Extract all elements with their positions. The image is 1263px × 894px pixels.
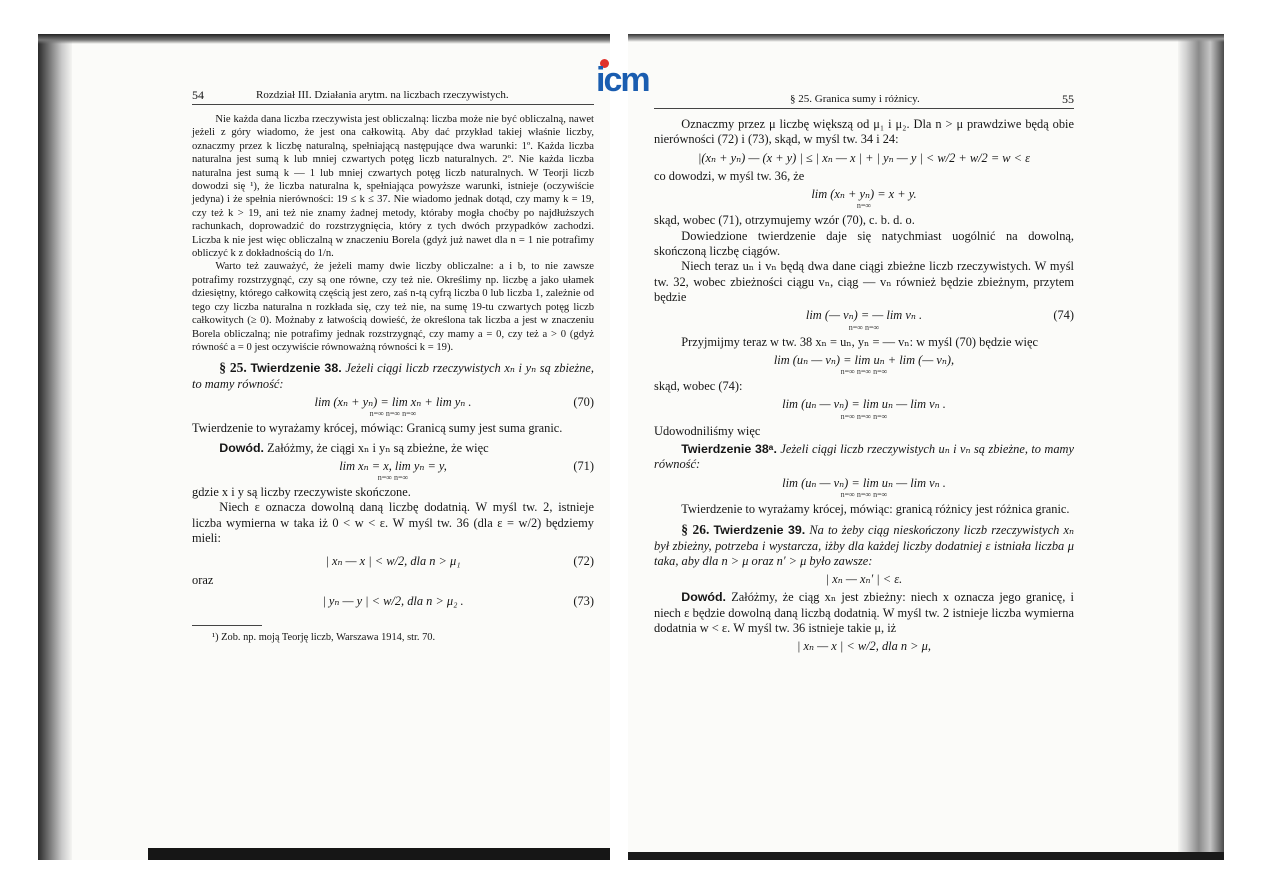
equation-70 (192, 395, 594, 418)
proof-text: Załóżmy, że ciągi xₙ i yₙ są zbieżne, że więc (267, 440, 489, 455)
theorem-38a-title: Twierdzenie 38ᵃ. (681, 442, 777, 457)
equation-73 (192, 594, 594, 609)
equation-72-tag: (72) (573, 554, 594, 569)
equation-71-limits: n=∞ n=∞ (377, 473, 409, 483)
inequality-chain-text: |(xₙ + yₙ) — (x + y) | ≤ | xₙ — x | + | yₙ — y | < w/2 + w/2 = w < ε (698, 150, 1030, 165)
right-proof-label: Dowód. (681, 590, 727, 605)
right-bottom-shadow (628, 852, 1224, 860)
theorem-38a-statement: Jeżeli ciągi liczb rzeczywistych uₙ i vₙ są zbieżne, to mamy równość: (654, 442, 1075, 472)
right-proof (654, 590, 1074, 636)
oraz-label: oraz (192, 572, 214, 587)
right-paragraph-6: Przyjmijmy teraz w tw. 38 xₙ = uₙ, yₙ = — vₙ: w myśl (70) będzie więc (681, 334, 1038, 349)
footnote-rule (192, 625, 262, 626)
equation-c-text: lim (uₙ — vₙ) = lim uₙ — lim vₙ . (782, 475, 946, 490)
book-gutter (610, 34, 628, 860)
equation-72-text: | xₙ — x | < w/2, dla n > μ₁ (325, 554, 461, 569)
right-paragraph-1: Oznaczmy przez μ liczbę większą od μ₁ i μ₂. Dla n > μ prawdziwe będą obie nierówności (72) i (73), skąd, w myśl tw. 34 i 24: (654, 117, 1074, 147)
equation-d-text: | xₙ — xₙ′ | < ε. (825, 572, 903, 587)
right-paragraph-5: Niech teraz uₙ i vₙ będą dwa dane ciągi zbieżne liczb rzeczywistych. W myśl tw. 32, wobec zbieżności ciągu vₙ, ciąg — vₙ również będzie zbieżnym, przytem będzie (654, 259, 1074, 304)
equation-74 (654, 308, 1074, 331)
left-paragraph-5: Niech ε oznacza dowolną daną liczbę dodatnią. W myśl tw. 2, istnieje liczba wymierna w taka iż 0 < w < ε. W myśl tw. 36 (dla ε = w/2) będziemy mieli: (192, 500, 594, 545)
equation-71-tag: (71) (573, 458, 594, 473)
equation-b (654, 397, 1074, 420)
inequality-chain (654, 151, 1074, 166)
left-proof (192, 441, 594, 456)
left-top-shadow (38, 34, 610, 44)
logo-text: icm (596, 61, 649, 99)
limit-equation-limits: n=∞ (856, 201, 872, 211)
section-26-number: § 26. (681, 522, 710, 538)
equation-71-text: lim xₙ = x, lim yₙ = y, (339, 458, 447, 473)
left-paragraph-1: Nie każda dana liczba rzeczywista jest obliczalną: liczba może nie być obliczalną, nawet jeżeli z góry wiadomo, że jest ona całkowitą. Aby dać przykład takiej właśnie liczby, oznaczmy przez k liczbę naturalną, spełniającą następujące dwa warunki: 1º. Każda liczba naturalna jest sumą k lub mniej czwartych potęg liczb naturalnych. 2º. Nie każda liczba naturalna jest sumą k — 1 lub mniej czwartych potęg liczb naturalnych. W Teorji liczb dowodzi się ¹), że liczba naturalna k, spełniająca powyższe warunki, istnieje (oczywiście jedyna) i że spełnia nierówności: 19 ≤ k ≤ 37. Nie wiadomo jednak dotąd, czy mamy k = 19, czy też k > 19, ani też nie znamy żadnej metody, któraby mogła choćby po najdłuższych rachunkach, doprowadzić do rozstrzygnięcia, który z tych dwóch przypadków zachodzi. Liczba k nie jest więc obliczalną w znaczeniu Borela (gdyż już nawet dla n = 1 nie potrafimy obliczyć k z dokładnością do 1/n. (192, 114, 594, 260)
right-running-head (654, 92, 1074, 109)
left-running-title: Rozdział III. Działania arytm. na liczbach rzeczywistych. (256, 89, 509, 101)
equation-74-text: lim (— vₙ) = — lim vₙ . (805, 308, 923, 323)
equation-a-text: lim (uₙ — vₙ) = lim uₙ + lim (— vₙ), (773, 352, 955, 367)
left-page-content (192, 88, 594, 645)
right-page-content (654, 92, 1074, 658)
equation-73-tag: (73) (573, 593, 594, 608)
equation-a (654, 353, 1074, 376)
equation-c-limits: n=∞ n=∞ n=∞ (840, 489, 888, 499)
theorem-39-title: Twierdzenie 39. (713, 523, 806, 538)
left-book-edge (38, 34, 72, 860)
equation-c (654, 476, 1074, 499)
section-25-heading (192, 360, 594, 392)
equation-e-text: | xₙ — x | < w/2, dla n > μ, (797, 639, 931, 654)
equation-d (654, 572, 1074, 587)
theorem-38a (654, 442, 1074, 473)
equation-72 (192, 554, 594, 569)
left-paragraph-4: gdzie x i y są liczby rzeczywiste skończone. (192, 485, 411, 500)
right-book-edge (1178, 34, 1224, 860)
left-bottom-shadow (148, 848, 610, 860)
right-paragraph-8: Udowodniliśmy więc (654, 423, 761, 438)
equation-71 (192, 459, 594, 482)
equation-74-tag: (74) (1053, 308, 1074, 323)
right-top-shadow (628, 34, 1224, 42)
limit-equation (654, 187, 1074, 210)
footnote: ¹) Zob. np. moją Teorję liczb, Warszawa 1914, str. 70. (212, 632, 436, 644)
left-paragraph-2: Warto też zauważyć, że jeżeli mamy dwie liczby obliczalne: a i b, to nie zawsze potrafimy rozstrzygnąć, czy są one równe, czy też nie. Określimy np. liczbę a jako ułamek dziesiętny, którego całkowitą częścią jest zero, zaś n-tą cyfrą liczba 0 lub liczba 1, zależnie od tego czy liczba naturalna n rozkłada się, czy też nie, na sumę 19-tu czwartych potęg liczb całkowitych (≥ 0). Możnaby z łatwością dowieść, że określona tak liczba a jest w znaczeniu Borela obliczalną; nie potrafimy jednak rozstrzygnąć, czy mamy a = 0, czy też a > 0 (gdyż równość a = 0 jest oczywiście równoważną równości k = 19). (192, 261, 594, 353)
proof-label: Dowód. (219, 440, 265, 455)
theorem-38-title: Twierdzenie 38. (250, 361, 342, 376)
right-paragraph-3: skąd, wobec (71), otrzymujemy wzór (70), c. b. d. o. (654, 213, 915, 228)
right-page-number: 55 (1062, 92, 1074, 106)
equation-70-limits: n=∞ n=∞ n=∞ (369, 409, 417, 419)
theorem-39-statement: Na to żeby ciąg nieskończony liczb rzeczywistych xₙ był zbieżny, potrzeba i wystarcza, iżby dla każdej liczby dodatniej ε istniała liczba μ taka, aby dla n > μ oraz n′ > μ było zawsze: (654, 523, 1074, 568)
equation-70-text: lim (xₙ + yₙ) = lim xₙ + lim yₙ . (314, 394, 472, 409)
section-26-heading (654, 522, 1074, 569)
theorem-38-statement: Jeżeli ciągi liczb rzeczywistych xₙ i yₙ są zbieżne, to mamy równość: (192, 361, 594, 391)
right-paragraph-7: skąd, wobec (74): (654, 379, 743, 394)
right-paragraph-9: Twierdzenie to wyrażamy krócej, mówiąc: granicą różnicy jest różnica granic. (681, 501, 1070, 516)
left-page-number: 54 (192, 88, 204, 102)
right-running-title: § 25. Granica sumy i różnicy. (790, 93, 920, 105)
equation-b-text: lim (uₙ — vₙ) = lim uₙ — lim vₙ . (782, 397, 946, 412)
right-paragraph-2: co dowodzi, w myśl tw. 36, że (654, 168, 805, 183)
limit-equation-text: lim (xₙ + yₙ) = x + y. (811, 187, 917, 202)
left-paragraph-3: Twierdzenie to wyrażamy krócej, mówiąc: Granicą sumy jest suma granic. (192, 421, 563, 436)
equation-70-tag: (70) (573, 394, 594, 409)
right-proof-text: Załóżmy, że ciąg xₙ jest zbieżny: niech x oznacza jego granicę, i niech ε będzie dowolną daną liczbą dodatnią. W myśl tw. 2 istnieje liczba wymierna dodatnia w < ε. W myśl tw. 36 istnieje takie μ, iż (654, 590, 1074, 636)
section-25-number: § 25. (219, 360, 247, 376)
left-running-head (192, 88, 594, 105)
equation-73-text: | yₙ — y | < w/2, dla n > μ₂ . (322, 593, 464, 608)
equation-b-limits: n=∞ n=∞ n=∞ (840, 411, 888, 421)
right-paragraph-4: Dowiedzione twierdzenie daje się natychmiast uogólnić na dowolną, skończoną liczbę ciągów. (654, 228, 1074, 259)
equation-e (654, 639, 1074, 654)
equation-a-limits: n=∞ n=∞ n=∞ (840, 367, 888, 377)
equation-74-limits: n=∞ n=∞ (848, 322, 880, 332)
